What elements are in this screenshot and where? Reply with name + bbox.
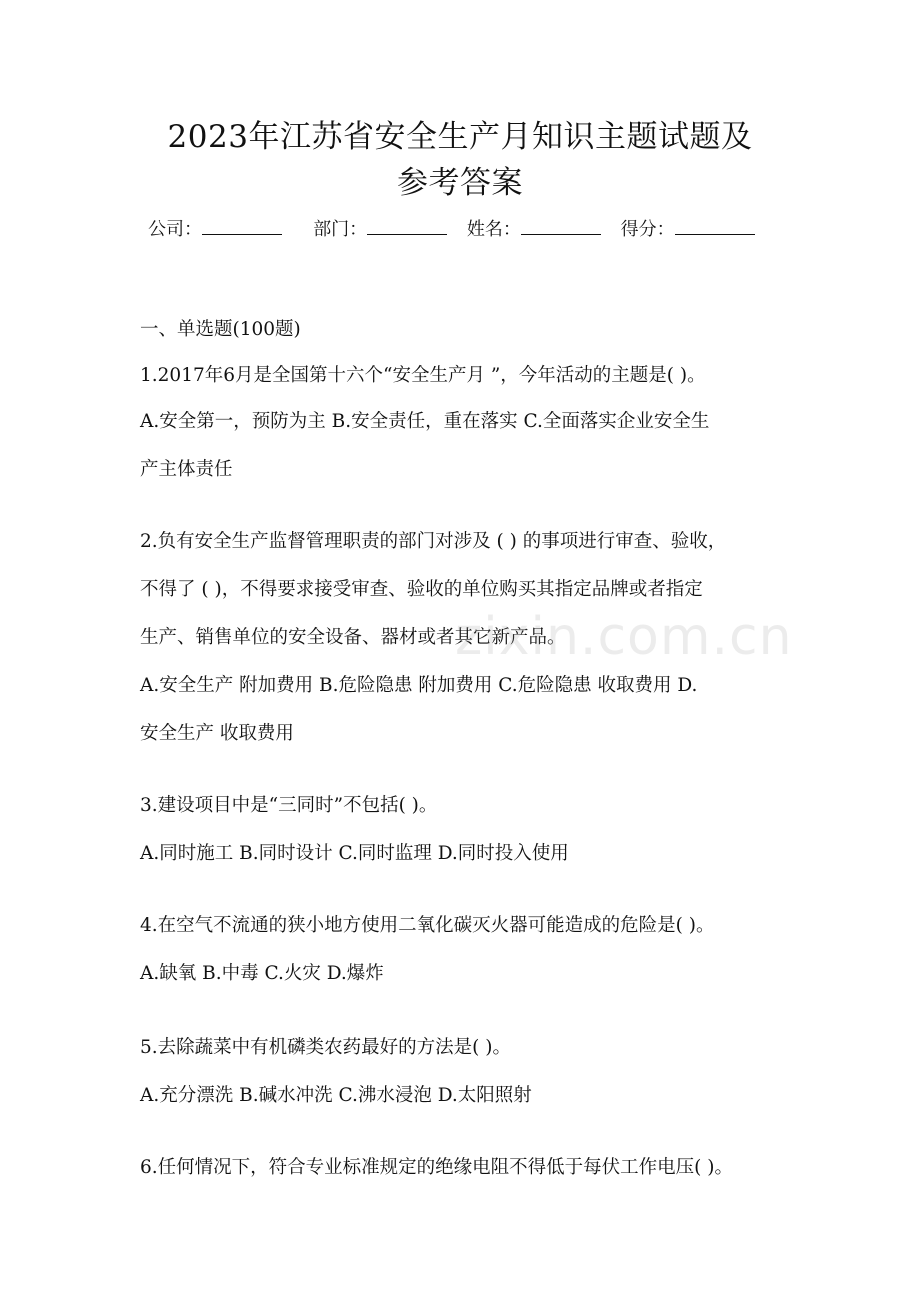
info-fields-row (148, 216, 769, 244)
question-2-options: A.安全生产 附加费用 B.危险隐患 附加费用 C.危险隐患 收取费用 D. (140, 675, 698, 696)
question-6-stem: 6.任何情况下，符合专业标准规定的绝缘电阻不得低于每伏工作电压( )。 (140, 1157, 733, 1178)
score-label: 得分： (620, 219, 675, 240)
name-field (467, 219, 601, 240)
score-field (621, 219, 755, 240)
name-blank (521, 217, 601, 235)
question-3-stem: 3.建设项目中是“三同时”不包括( )。 (140, 795, 438, 816)
question-1-stem: 1.2017年6月是全国第十六个“安全生产月 ”，今年活动的主题是( )。 (140, 365, 706, 386)
question-4-options: A.缺氧 B.中毒 C.火灾 D.爆炸 (140, 963, 384, 984)
company-blank (202, 217, 282, 235)
section-heading: 一、单选题(100题) (140, 319, 301, 340)
question-2-stem-cont-1: 不得了 ( )，不得要求接受审查、验收的单位购买其指定品牌或者指定 (140, 579, 703, 600)
question-1-options: A.安全第一，预防为主 B.安全责任，重在落实 C.全面落实企业安全生 (140, 411, 710, 432)
score-blank (675, 217, 755, 235)
question-3-options: A.同时施工 B.同时设计 C.同时监理 D.同时投入使用 (140, 843, 569, 864)
question-5-options: A.充分漂洗 B.碱水冲洗 C.沸水浸泡 D.太阳照射 (140, 1085, 532, 1106)
question-2-stem: 2.负有安全生产监督管理职责的部门对涉及 ( ) 的事项进行审查、验收， (140, 531, 727, 552)
company-field (148, 219, 282, 240)
department-label: 部门： (313, 219, 368, 240)
department-blank (367, 217, 447, 235)
name-label: 姓名： (466, 219, 521, 240)
document-title-line-2: 参考答案 (397, 165, 523, 201)
question-1-options-cont: 产主体责任 (140, 459, 233, 480)
question-5-stem: 5.去除蔬菜中有机磷类农药最好的方法是( )。 (140, 1037, 511, 1058)
department-field (302, 219, 447, 240)
company-label: 公司： (148, 219, 202, 240)
watermark: zixin.com.cn (455, 607, 793, 667)
document-title-line-1: 2023年江苏省安全生产月知识主题试题及 (167, 119, 753, 155)
question-4-stem: 4.在空气不流通的狭小地方使用二氧化碳灭火器可能造成的危险是( )。 (140, 915, 715, 936)
question-2-options-cont: 安全生产 收取费用 (140, 723, 294, 744)
question-2-stem-cont-2: 生产、销售单位的安全设备、器材或者其它新产品。 (140, 627, 566, 648)
